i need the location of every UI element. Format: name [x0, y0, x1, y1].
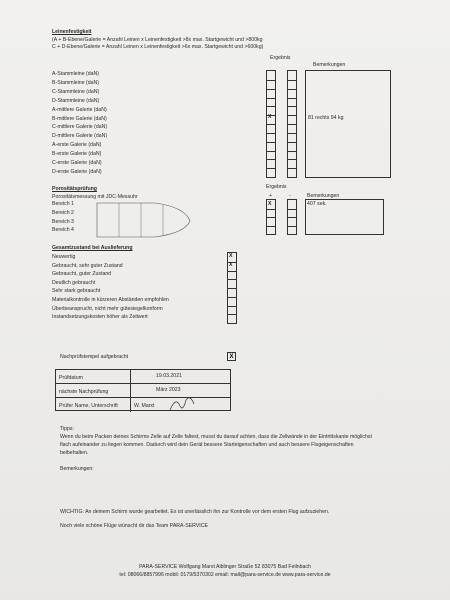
- lines-item-label: C-mittlere Galerie (daN): [52, 124, 108, 131]
- wish-note: Noch viele schöne Flüge wünscht dir das Team PARA-SERVICE: [60, 523, 208, 529]
- tips-line-2: flach aufeinander zu liegen kommen. Dadurch wird dein Gerät bessere Starteigenschaften und auch bessere Flugeigenschaften: [60, 442, 354, 448]
- lines-item-label: D-Stammleine (daN): [52, 97, 100, 104]
- porosity-remark-text: 407 sek.: [307, 201, 327, 207]
- lines-formula-1: (A + B-Ebene/Galerie = Anzahl Leinen x Leinenfestigkeit >8x max. Startgewicht und >800kg: [52, 37, 263, 43]
- grid-line: [267, 209, 275, 210]
- lines-item-label: B-erste Galerie (daN): [52, 151, 102, 158]
- tips-remarks: Bemerkungen:: [60, 466, 94, 472]
- signature-row: [56, 370, 230, 384]
- lines-remarks-header: Bemerkungen: [313, 62, 346, 68]
- grid-line: [228, 279, 236, 280]
- porosity-plus-label: +: [269, 193, 273, 199]
- grid-line: [267, 133, 275, 134]
- lines-item-label: A-mittlere Galerie (daN): [52, 106, 107, 113]
- signature-row: [56, 398, 230, 412]
- condition-item-label: Gebraucht, guter Zustand: [52, 271, 112, 278]
- grid-line: [267, 124, 275, 125]
- tips-line-3: beibehalten.: [60, 450, 89, 456]
- grid-line: [267, 217, 275, 218]
- grid-line: [288, 133, 296, 134]
- warning-note: WICHTIG: An deinem Schirm wurde gearbeitet. Es ist unerlässlich ihn zur Kontrolle vor dem ersten Flug aufzuziehen.: [60, 509, 330, 515]
- grid-line: [288, 89, 296, 90]
- condition-mark: X: [229, 262, 233, 268]
- porosity-remarks-header: Bemerkungen: [307, 193, 340, 199]
- signature-separator: [130, 384, 131, 398]
- condition-item-label: Gebraucht, sehr guter Zustand: [52, 262, 123, 269]
- lines-item-label: B-mittlere Galerie (daN): [52, 115, 107, 122]
- tips-heading: Tipps:: [60, 426, 74, 432]
- wing-sketch: [95, 199, 195, 241]
- lines-item-label: D-mittlere Galerie (daN): [52, 133, 108, 140]
- tips-line-1: Wenn du beim Packen deines Schirms Zelle auf Zelle faltest, musst du darauf achten, dass die Zellwände in der Eintrittskante möglichst: [60, 434, 372, 440]
- porosity-minus-column: [287, 199, 297, 235]
- grid-line: [228, 271, 236, 272]
- company-contact: tel: 08066/8857996 mobil: 0179/5370302 email: mail@para-service.de www.para-service.de: [119, 572, 331, 578]
- signature-row-value: 19.03.2021: [156, 373, 182, 379]
- porosity-result-header: Ergebnis: [266, 184, 287, 190]
- lines-item-label: A-Stammleine (daN): [52, 71, 99, 77]
- condition-item-label: Deutlich gebraucht: [52, 279, 96, 286]
- grid-line: [288, 98, 296, 99]
- signature-table: [55, 369, 231, 411]
- lines-remarks-box: [305, 70, 391, 178]
- grid-line: [288, 151, 296, 152]
- lines-title: Leinenfestigkeit: [52, 29, 92, 35]
- grid-line: [288, 226, 296, 227]
- grid-line: [228, 297, 236, 298]
- porosity-result-mark: X: [268, 201, 272, 207]
- signature-row: [56, 384, 230, 398]
- signature-row-label: nächste Nachprüfung: [59, 389, 109, 395]
- condition-item-label: Instandsetzungskosten höher als Zeitwert: [52, 314, 148, 321]
- grid-line: [267, 226, 275, 227]
- porosity-title: Porositätsprüfung: [52, 186, 97, 192]
- porosity-item-label: Bereich 4: [52, 227, 74, 234]
- grid-line: [228, 314, 236, 315]
- condition-item-label: Neuwertig: [52, 254, 76, 260]
- condition-title: Gesamtzustand bei Auslieferung: [52, 245, 133, 251]
- signature-separator: [130, 370, 131, 384]
- porosity-item-label: Bereich 3: [52, 218, 74, 225]
- lines-item-label: A-erste Galerie (daN): [52, 142, 102, 149]
- porosity-item-label: Bereich 2: [52, 209, 74, 216]
- grid-line: [267, 106, 275, 107]
- lines-item-label: C-erste Galerie (daN): [52, 160, 102, 166]
- grid-line: [288, 106, 296, 107]
- grid-line: [267, 159, 275, 160]
- signature-row-value: W. Marxt: [134, 403, 155, 409]
- stamp-label: Nachprüfstempel aufgebracht: [60, 354, 129, 360]
- lines-result-header: Ergebnis: [270, 55, 291, 61]
- signature-row-label: Prüfdatum: [59, 375, 83, 381]
- lines-result-mark: X: [268, 114, 272, 120]
- grid-line: [288, 168, 296, 169]
- signature-row-value: März 2023: [156, 387, 181, 393]
- grid-line: [267, 151, 275, 152]
- grid-line: [228, 306, 236, 307]
- signature-separator: [130, 398, 131, 412]
- lines-plus-column: [266, 70, 276, 178]
- stamp-checkbox: X: [227, 352, 236, 361]
- porosity-minus-label: -: [289, 193, 291, 199]
- lines-minus-column: [287, 70, 297, 178]
- grid-line: [288, 217, 296, 218]
- grid-line: [288, 142, 296, 143]
- grid-line: [288, 115, 296, 116]
- grid-line: [288, 80, 296, 81]
- condition-mark: X: [229, 253, 233, 259]
- lines-remark-text: 81 rechts 94 kg: [308, 115, 344, 121]
- grid-line: [288, 159, 296, 160]
- lines-item-label: C-Stammleine (daN): [52, 88, 100, 95]
- porosity-item-label: Bereich 1: [52, 201, 74, 207]
- porosity-method: Porositätsmessung mit JDC-Messuhr: [52, 194, 138, 200]
- lines-formula-2: C + D-Ebene/Galerie = Anzahl Leinen x Leinenfestigkeit >6x max. Startgewicht und >600kg): [52, 44, 264, 50]
- company-address: PARA-SERVICE Wolfgang Marxt Aiblinger Straße 52 83075 Bad Feilnbach: [139, 564, 311, 570]
- signature-scribble: [168, 394, 198, 414]
- grid-line: [267, 168, 275, 169]
- grid-line: [228, 288, 236, 289]
- grid-line: [267, 80, 275, 81]
- grid-line: [288, 124, 296, 125]
- grid-line: [288, 209, 296, 210]
- grid-line: [267, 89, 275, 90]
- lines-item-label: B-Stammleine (daN): [52, 79, 99, 86]
- lines-item-label: D-erste Galerie (daN): [52, 168, 102, 175]
- condition-item-label: Materialkontrolle in kürzeren Abständen empfohlen: [52, 297, 169, 303]
- condition-item-label: Sehr stark gebraucht: [52, 288, 101, 295]
- condition-item-label: Überbeansprucht, nicht mehr gütesiegelkonform: [52, 305, 163, 312]
- signature-row-label: Prüfer Name, Unterschrift: [59, 403, 118, 409]
- grid-line: [267, 142, 275, 143]
- grid-line: [267, 98, 275, 99]
